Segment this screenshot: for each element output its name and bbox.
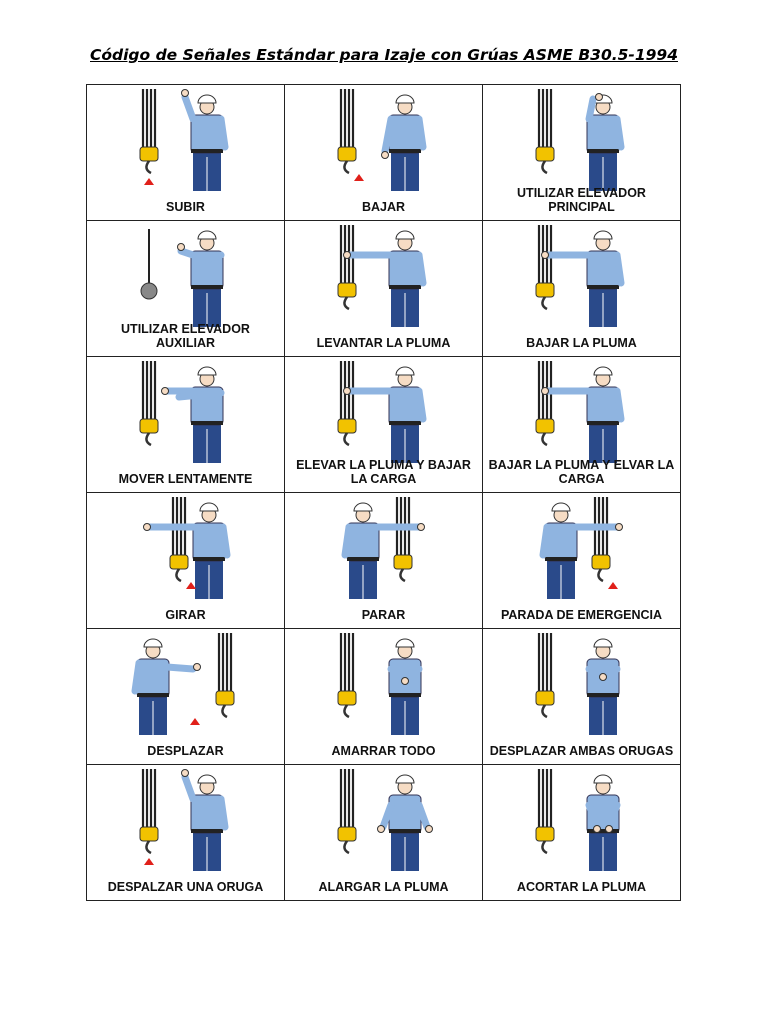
- signal-cell: [285, 357, 483, 493]
- crane-hook-icon: [536, 361, 554, 445]
- signal-label: DESPALZAR UNA ORUGA: [107, 880, 264, 894]
- signal-cell: [483, 357, 681, 493]
- signal-person-figure: [182, 770, 226, 872]
- auxiliary-hoist-icon: [87, 221, 284, 333]
- signal-grid: [86, 84, 681, 901]
- signal-label: AMARRAR TODO: [331, 744, 436, 758]
- signal-row: [87, 85, 681, 221]
- signal-label: BAJAR: [361, 200, 406, 214]
- signal-cell: [87, 493, 285, 629]
- swing-icon: [87, 493, 284, 605]
- signal-cell: [285, 493, 483, 629]
- crane-hook-icon: [140, 361, 158, 445]
- signal-person-figure: [178, 231, 224, 327]
- signal-label: PARADA DE EMERGENCIA: [500, 608, 663, 622]
- travel-one-track-icon: [87, 765, 284, 877]
- crane-hook-icon: [394, 497, 412, 581]
- move-slowly-icon: [87, 357, 284, 469]
- signal-person-figure: [344, 231, 424, 327]
- crane-hook-icon: [536, 225, 554, 309]
- lower-boom-icon: [483, 221, 680, 333]
- signal-cell: [285, 85, 483, 221]
- raise-boom-lower-load-icon: [285, 357, 482, 469]
- crane-hook-icon: [338, 769, 356, 853]
- signal-label: BAJAR LA PLUMA: [526, 336, 637, 350]
- signal-cell: [483, 629, 681, 765]
- travel-icon: [87, 629, 284, 741]
- signal-label: ACORTAR LA PLUMA: [516, 880, 647, 894]
- crane-hook-icon: [140, 769, 158, 853]
- signal-person-figure: [587, 775, 619, 871]
- crane-hook-icon: [536, 769, 554, 853]
- stop-icon: [285, 493, 482, 605]
- direction-arrow-icon: [144, 858, 154, 865]
- signal-label: PARAR: [361, 608, 406, 622]
- signal-cell: [483, 85, 681, 221]
- signal-cell: [87, 765, 285, 901]
- signal-cell: [87, 357, 285, 493]
- signal-label: DESPLAZAR AMBAS ORUGAS: [489, 744, 674, 758]
- direction-arrow-icon: [608, 582, 618, 589]
- signal-cell: [483, 221, 681, 357]
- signal-cell: [483, 765, 681, 901]
- signal-cell: [285, 765, 483, 901]
- direction-arrow-icon: [354, 174, 364, 181]
- signal-cell: [483, 493, 681, 629]
- direction-arrow-icon: [186, 582, 196, 589]
- signal-person-figure: [162, 367, 224, 463]
- crane-hook-icon: [536, 633, 554, 717]
- signal-person-figure: [389, 639, 421, 735]
- crane-hook-icon: [592, 497, 610, 581]
- crane-hook-icon: [216, 633, 234, 717]
- signal-row: [87, 629, 681, 765]
- signal-cell: [285, 629, 483, 765]
- signal-person-figure: [382, 95, 424, 191]
- signal-cell: [87, 221, 285, 357]
- travel-both-tracks-icon: [483, 629, 680, 741]
- signal-person-figure: [345, 503, 425, 599]
- signal-label: UTILIZAR ELEVADOR PRINCIPAL: [517, 186, 646, 214]
- signal-row: [87, 765, 681, 901]
- signal-row: [87, 493, 681, 629]
- signal-cell: [87, 85, 285, 221]
- signal-label: BAJAR LA PLUMA Y ELVAR LA CARGA: [488, 458, 675, 486]
- page-title: Código de Señales Estándar para Izaje con Grúas ASME B30.5-1994: [90, 46, 678, 64]
- crane-hook-icon: [536, 89, 554, 173]
- crane-hook-icon: [140, 89, 158, 173]
- signal-row: [87, 357, 681, 493]
- raise-hook-icon: [87, 85, 284, 197]
- signal-person-figure: [542, 367, 622, 463]
- signal-cell: [285, 221, 483, 357]
- direction-arrow-icon: [190, 718, 200, 725]
- signal-person-figure: [543, 503, 623, 599]
- signal-person-figure: [378, 775, 433, 871]
- signal-label: GIRAR: [165, 608, 206, 622]
- lower-hook-icon: [285, 85, 482, 197]
- emergency-stop-icon: [483, 493, 680, 605]
- retract-boom-icon: [483, 765, 680, 877]
- signal-label: DESPLAZAR: [147, 744, 224, 758]
- signal-person-figure: [182, 90, 226, 192]
- signal-label: MOVER LENTAMENTE: [118, 472, 253, 486]
- crane-hook-icon: [338, 633, 356, 717]
- lower-boom-raise-load-icon: [483, 357, 680, 469]
- raise-boom-icon: [285, 221, 482, 333]
- dog-everything-icon: [285, 629, 482, 741]
- crane-hook-icon: [141, 229, 157, 299]
- crane-hook-icon: [338, 361, 356, 445]
- crane-hook-icon: [170, 497, 188, 581]
- signal-cell: [87, 629, 285, 765]
- signal-person-figure: [135, 639, 201, 735]
- extend-boom-icon: [285, 765, 482, 877]
- signal-person-figure: [587, 94, 621, 192]
- signal-person-figure: [344, 367, 424, 463]
- signal-person-figure: [587, 639, 619, 735]
- crane-hook-icon: [338, 225, 356, 309]
- main-hoist-icon: [483, 85, 680, 197]
- signal-label: LEVANTAR LA PLUMA: [316, 336, 451, 350]
- signal-label: SUBIR: [166, 200, 205, 214]
- signal-row: [87, 221, 681, 357]
- signal-label: UTILIZAR ELEVADOR AUXILIAR: [121, 322, 250, 350]
- direction-arrow-icon: [144, 178, 154, 185]
- crane-hook-icon: [338, 89, 356, 173]
- signal-label: ALARGAR LA PLUMA: [318, 880, 449, 894]
- signal-person-figure: [542, 231, 622, 327]
- signal-label: ELEVAR LA PLUMA Y BAJAR LA CARGA: [296, 458, 471, 486]
